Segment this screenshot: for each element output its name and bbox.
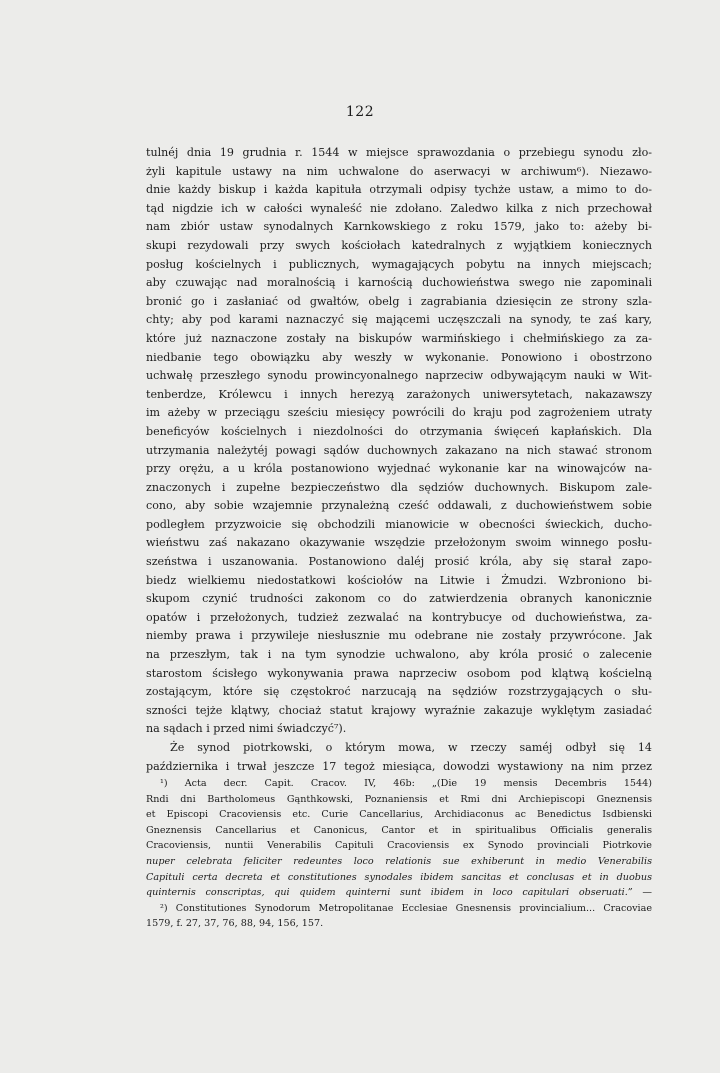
text-line: dnie każdy biskup i każda kapituła otrzymali odpisy tychże ustaw, a mimo to do- [146, 183, 652, 197]
footnote-line: quinternis conscriptas, qui quidem quinterni sunt ibidem in loco capitulari obseruati.” — [146, 887, 652, 899]
text-line: biedz wielkiemu niedostatkowi kościołów na Litwie i Żmudzi. Wzbroniono bi- [146, 573, 652, 587]
text-line: starostom ścisłego wykonywania prawa naprzeciw osobom pod klątwą kościelną [146, 666, 652, 680]
footnote-line: Capituli certa decreta et constitutiones synodales ibidem sancitas et conclusas et in duobus [146, 871, 652, 883]
footnote-line: Cracoviensis, nuntii Venerabilis Capituli Cracoviensis ex Synodo provinciali Piotrkovie [146, 840, 652, 852]
text-line: uchwałę przeszłego synodu prowincyonalnego naprzeciw odbywającym nauki w Wit- [146, 369, 652, 383]
footnote-line: Rndi dni Bartholomeus Gąnthkowski, Poznaniensis et Rmi dni Archiepiscopi Gneznensis [146, 793, 652, 805]
footnote-line: et Episcopi Cracoviensis etc. Curie Cancellarius, Archidiaconus ac Benedictus Isdbienski [146, 809, 652, 821]
text-line: szeństwa i uszanowania. Postanowiono daléj prosić króla, aby się starał zapo- [146, 555, 652, 569]
text-line: podległem przyzwoicie się obchodzili mianowicie w obecności świeckich, ducho- [146, 517, 652, 531]
text-line: zostającym, które się częstokroć narzucają na sędziów rozstrzygających o słu- [146, 685, 652, 699]
text-line: chty; aby pod karami naznaczyć się mającemi uczęszczali na synody, te zaś kary, [146, 313, 652, 327]
text-line: na sądach i przed nimi świadczyć⁷). [146, 722, 347, 736]
text-line: nam zbiór ustaw synodalnych Karnkowskiego z roku 1579, jako to: ażeby bi- [146, 220, 652, 234]
text-line: tenberdze, Królewcu i innych herezyą zarażonych uniwersytetach, nakazawszy [146, 387, 652, 401]
footnote-line: nuper celebrata feliciter redeuntes loco relationis sue exhiberunt in medio Venerabilis [146, 855, 652, 867]
text-line: cono, aby sobie wzajemnie przynależną cześć oddawali, z duchowieństwem sobie [146, 499, 652, 513]
text-line: października i trwał jeszcze 17 tegoż miesiąca, dowodzi wystawiony na nim przez [146, 759, 652, 773]
text-line: które już naznaczone zostały na biskupów warmińskiego i chełmińskiego za za- [146, 331, 652, 345]
footnote-line: Gneznensis Cancellarius et Canonicus, Cantor et in spiritualibus Officialis generalis [146, 824, 652, 836]
text-line: wieństwu zaś nakazano okazywanie wszędzie przełożonym swoim winnego posłu- [146, 536, 652, 550]
text-line: skupi rezydowali przy swych kościołach katedralnych z wyjątkiem koniecznych [146, 238, 652, 252]
text-line: szności tejże klątwy, chociaż statut krajowy wyraźnie zakazuje wyklętym zasiadać [146, 703, 652, 717]
text-line: skupom czynić trudności zakonom co do zatwierdzenia obranych kanonicznie [146, 592, 652, 606]
text-line: beneficyów kościelnych i niezdolności do otrzymania święceń kapłańskich. Dla [146, 424, 652, 438]
text-line: znaczonych i zupełne bezpieczeństwo dla sędziów duchownych. Biskupom zale- [146, 480, 652, 494]
text-line: opatów i przełożonych, tudzież zezwalać na kontrybucye od duchowieństwa, za- [146, 610, 652, 624]
body-text [146, 144, 652, 776]
text-line: aby czuwając nad moralnością i karnością duchowieństwa swego nie zapominali [146, 276, 652, 290]
page-number: 122 [345, 104, 375, 120]
text-line: posług kościelnych i publicznych, wymagających pobytu na innych miejscach; [146, 257, 652, 271]
text-line: na przeszłym, tak i na tym synodzie uchwalono, aby króla prosić o zalecenie [146, 648, 652, 662]
text-line: żyli kapitule ustawy na nim uchwalone do aserwacyi w archiwum⁶). Niezawo- [146, 164, 652, 178]
footnotes [146, 776, 652, 932]
footnote-line: ²) Constitutiones Synodorum Metropolitanae Ecclesiae Gnesnensis provincialium... Cracoviae [160, 902, 652, 914]
text-line: tąd nigdzie ich w całości wynaleść nie zdołano. Zaledwo kilka z nich przechował [146, 201, 652, 215]
text-line: utrzymania należytéj powagi sądów duchownych zakazano na nich stawać stronom [146, 443, 652, 457]
text-line: bronić go i zasłaniać od gwałtów, obelg i zagrabiania dziesięcin ze strony szla- [146, 294, 652, 308]
text-line: Że synod piotrkowski, o którym mowa, w rzeczy saméj odbył się 14 [170, 741, 652, 754]
text-line: przy orężu, a u króla postanowiono wyjednać wykonanie kar na winowajców na- [146, 462, 652, 476]
text-line: niemby prawa i przywileje niesłusznie mu odebrane nie zostały przywrócone. Jak [146, 629, 652, 643]
text-line: tulnéj dnia 19 grudnia r. 1544 w miejsce sprawozdania o przebiegu synodu zło- [146, 146, 652, 159]
footnote-line: ¹) Acta decr. Capit. Cracov. IV, 46b: „(Die 19 mensis Decembris 1544) [160, 778, 652, 789]
text-line: im ażeby w przeciągu sześciu miesięcy powrócili do kraju pod zagrożeniem utraty [146, 406, 652, 420]
footnote-line: 1579, f. 27, 37, 76, 88, 94, 156, 157. [146, 918, 324, 930]
text-line: niedbanie tego obowiązku aby weszły w wykonanie. Ponowiono i obostrzono [146, 350, 652, 364]
